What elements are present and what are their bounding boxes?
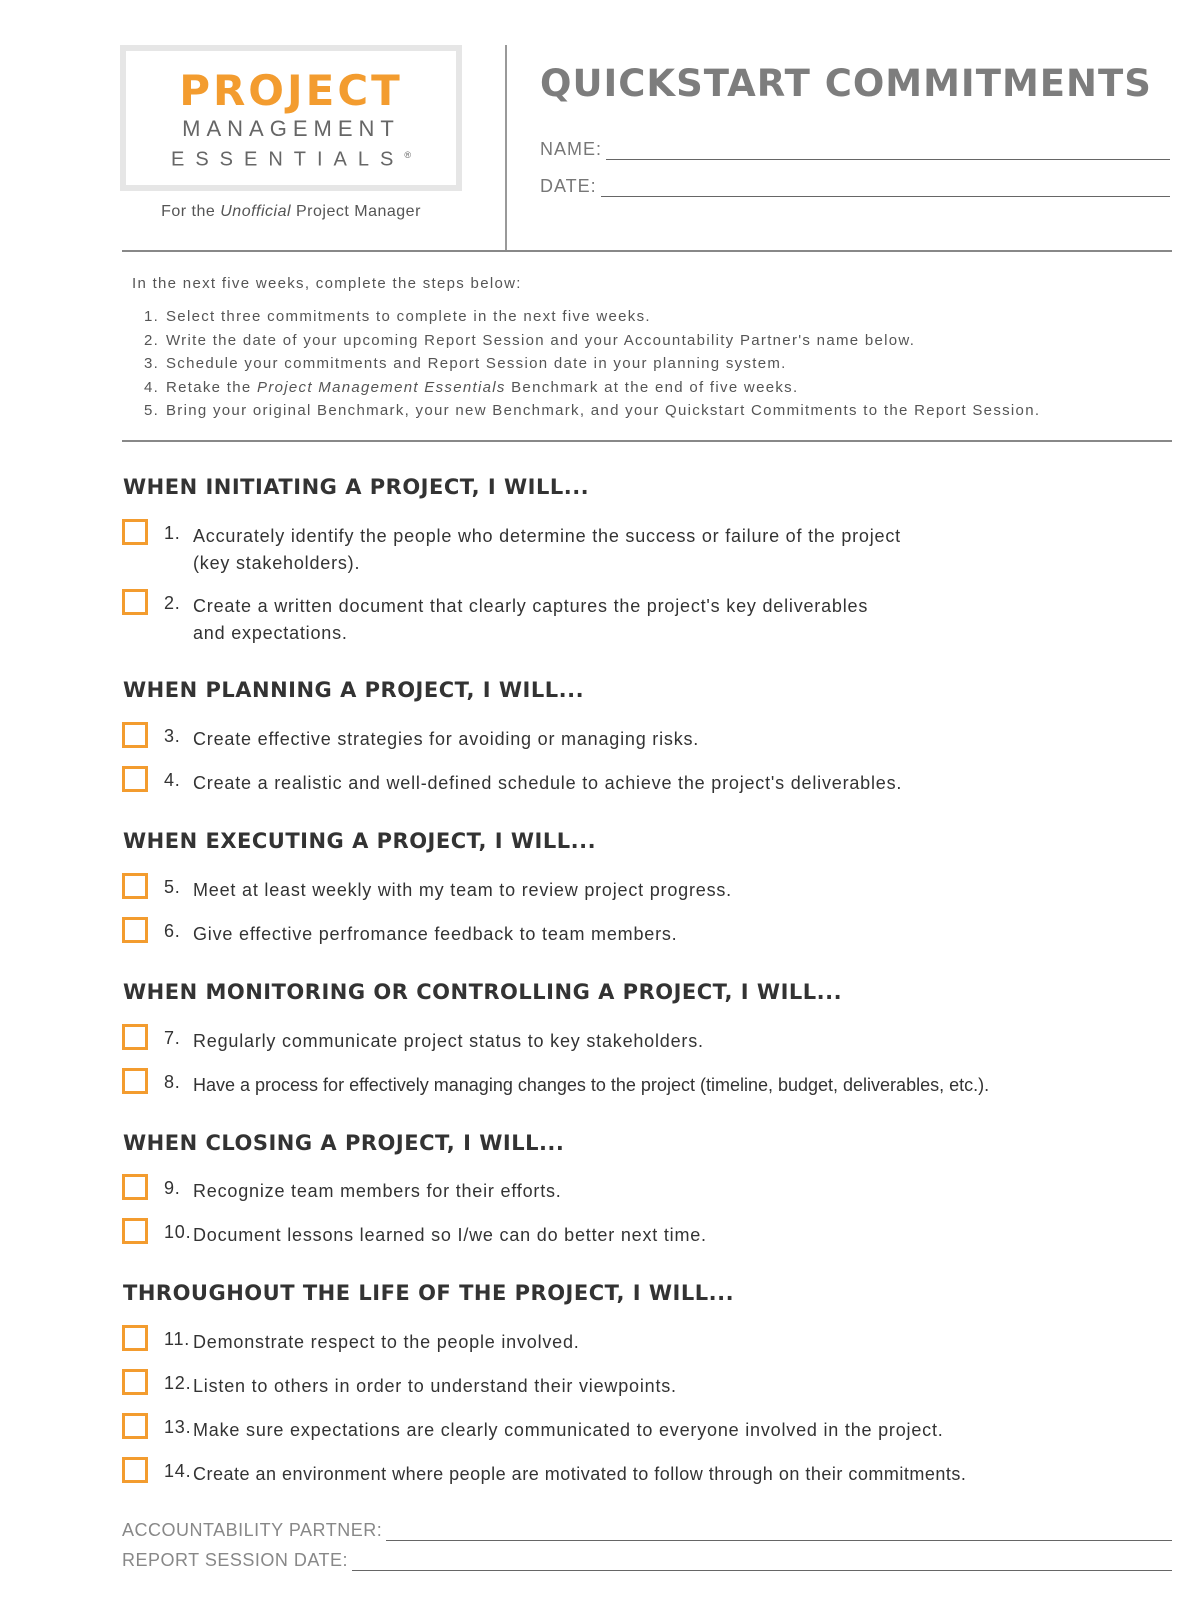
date-line[interactable] [601,178,1170,197]
commitment-number: 11. [164,1329,191,1349]
commitment-checkbox[interactable] [122,519,148,545]
name-label: NAME: [540,139,603,159]
commitment-checkbox[interactable] [122,1174,148,1200]
date-label: DATE: [540,176,597,196]
report-session-date-field[interactable] [122,1549,1172,1571]
commitment-number: 13. [164,1417,192,1437]
section-heading-monitoring: WHEN MONITORING OR CONTROLLING A PROJECT, I WILL... [123,980,843,1004]
section-heading-closing: WHEN CLOSING A PROJECT, I WILL... [123,1131,565,1155]
commitment-checkbox[interactable] [122,1024,148,1050]
report-session-date-label: REPORT SESSION DATE: [122,1550,349,1570]
instructions-list [144,305,1040,423]
commitment-text: Demonstrate respect to the people involved. [193,1332,580,1352]
commitment-number: 6. [164,921,181,941]
registered-mark: ® [404,150,412,160]
instruction-step: 2. Write the date of your upcoming Report Session and your Accountability Partner's name below. [144,331,916,349]
logo [120,45,462,191]
commitment-number: 1. [164,523,181,543]
commitment-text: Regularly communicate project status to key stakeholders. [193,1031,704,1051]
accountability-partner-label: ACCOUNTABILITY PARTNER: [122,1520,383,1540]
commitment-number: 9. [164,1178,181,1198]
commitment-checkbox[interactable] [122,873,148,899]
commitment-number: 14. [164,1461,192,1481]
commitment-number: 12. [164,1373,192,1393]
date-field[interactable] [540,173,1170,197]
commitment-text: Create an environment where people are motivated to follow through on their commitments. [193,1464,967,1484]
name-line[interactable] [606,141,1170,160]
commitment-checkbox[interactable] [122,1068,148,1094]
instruction-step: 4. Retake the Project Management Essentials Benchmark at the end of five weeks. [144,378,799,396]
report-session-date-line[interactable] [352,1554,1172,1571]
page-title: QUICKSTART COMMITMENTS [540,62,1152,105]
section-heading-executing: WHEN EXECUTING A PROJECT, I WILL... [123,829,597,853]
commitment-text: Create a written document that clearly captures the project's key deliverables and expectations. [193,596,869,643]
header-divider [505,45,507,250]
commitment-checkbox[interactable] [122,917,148,943]
commitment-checkbox[interactable] [122,1369,148,1395]
commitment-text: Recognize team members for their efforts. [193,1181,562,1201]
logo-management-text: MANAGEMENT [182,116,400,141]
logo-project-text: PROJECT [179,66,403,115]
section-heading-planning: WHEN PLANNING A PROJECT, I WILL... [123,678,585,702]
commitment-number: 4. [164,770,181,790]
commitment-text: Make sure expectations are clearly communicated to everyone involved in the project. [193,1420,944,1440]
commitment-checkbox[interactable] [122,1218,148,1244]
commitment-text: Give effective perfromance feedback to team members. [193,924,678,944]
divider [122,440,1172,442]
instructions-intro: In the next five weeks, complete the steps below: [132,275,522,292]
commitment-number: 3. [164,726,181,746]
commitment-text: Have a process for effectively managing changes to the project (timeline, budget, deliverables, etc.). [193,1075,990,1095]
commitment-text: Create effective strategies for avoiding or managing risks. [193,729,700,749]
tagline: For the Unofficial Project Manager [161,203,421,220]
logo-essentials-text: ESSENTIALS® [170,148,412,171]
commitment-checkbox[interactable] [122,766,148,792]
commitment-text: Create a realistic and well-defined schedule to achieve the project's deliverables. [193,773,903,793]
commitment-number: 2. [164,593,181,613]
commitment-checkbox[interactable] [122,722,148,748]
accountability-partner-line[interactable] [386,1524,1172,1541]
commitment-text: Listen to others in order to understand their viewpoints. [193,1376,677,1396]
commitment-checkbox[interactable] [122,1413,148,1439]
commitment-text: Meet at least weekly with my team to review project progress. [193,880,732,900]
instruction-step: 3. Schedule your commitments and Report Session date in your planning system. [144,355,787,372]
accountability-partner-field[interactable] [122,1519,1172,1541]
divider [122,250,1172,252]
name-field[interactable] [540,136,1170,160]
commitment-checkbox[interactable] [122,1325,148,1351]
commitment-number: 7. [164,1028,181,1048]
commitment-checkbox[interactable] [122,1457,148,1483]
instruction-step: 1. Select three commitments to complete in the next five weeks. [144,308,651,325]
commitment-number: 5. [164,877,181,897]
commitment-text: Accurately identify the people who determine the success or failure of the project (key stakeholders). [193,526,901,573]
commitment-checkbox[interactable] [122,589,148,615]
instruction-step: 5. Bring your original Benchmark, your new Benchmark, and your Quickstart Commitments to the Report Session. [144,402,1041,419]
section-heading-throughout: THROUGHOUT THE LIFE OF THE PROJECT, I WILL... [123,1281,735,1305]
commitment-text: Document lessons learned so I/we can do better next time. [193,1225,707,1245]
commitment-number: 8. [164,1072,181,1092]
commitment-number: 10. [164,1222,192,1242]
section-heading-initiating: WHEN INITIATING A PROJECT, I WILL... [123,475,590,499]
